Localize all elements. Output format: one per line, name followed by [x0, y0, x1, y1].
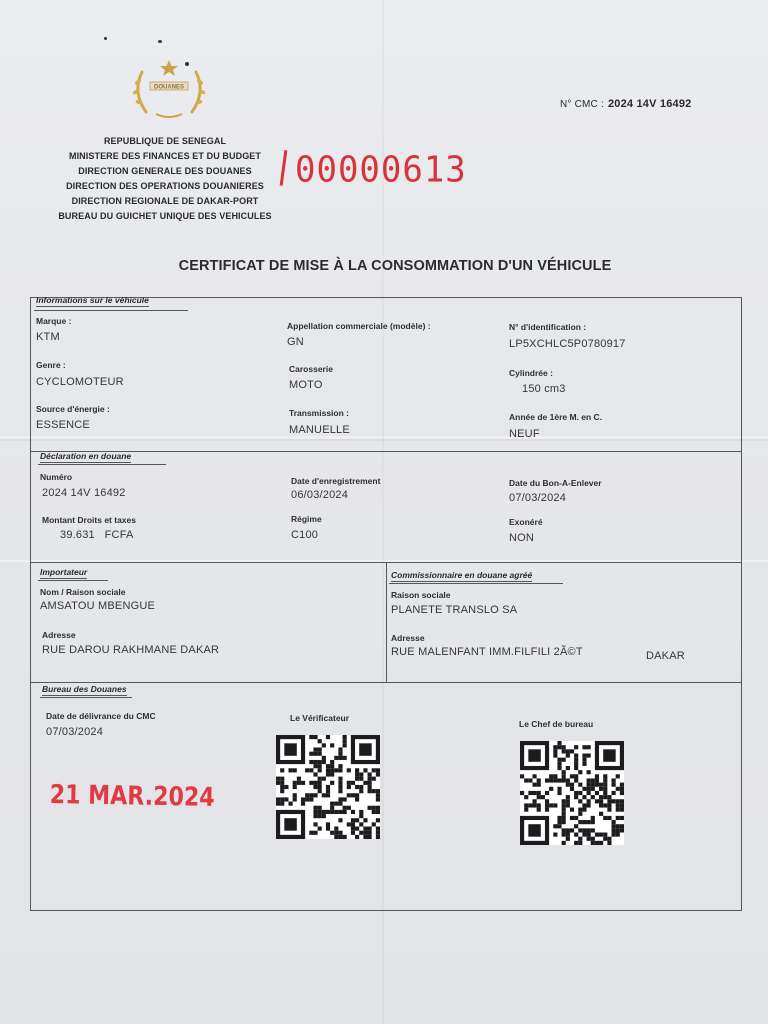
- importateur-nom-value: AMSATOU MBENGUE: [40, 600, 156, 612]
- montant-unit: FCFA: [104, 529, 134, 541]
- column-divider: [386, 562, 387, 682]
- cmc-number: [560, 98, 691, 110]
- marque-value: KTM: [36, 331, 60, 343]
- exonere-label: Exonéré: [509, 517, 543, 527]
- appellation-value: GN: [287, 336, 304, 348]
- section-title-declaration: Déclaration en douane: [40, 451, 132, 461]
- section-underline: [40, 697, 132, 698]
- header-line: REPUBLIQUE DE SENEGAL: [103, 136, 227, 146]
- date-enregistrement-label: Date d'enregistrement: [291, 476, 381, 486]
- qr-code-chef-bureau: [520, 741, 624, 845]
- chef-bureau-label: Le Chef de bureau: [519, 719, 594, 729]
- transmission-label: Transmission :: [289, 408, 349, 418]
- appellation-label: Appellation commerciale (modèle) :: [287, 321, 431, 331]
- carrosserie-value: MOTO: [289, 379, 323, 391]
- cmc-value: 2024 14V 16492: [607, 98, 692, 110]
- genre-label: Genre :: [36, 360, 66, 370]
- paper-mark: [185, 62, 189, 66]
- genre-value: CYCLOMOTEUR: [36, 376, 124, 388]
- importateur-nom-label: Nom / Raison sociale: [40, 587, 126, 597]
- serial-number: 00000613: [295, 149, 467, 191]
- identification-value: LP5XCHLC5P0780917: [509, 338, 626, 350]
- montant-amount: 39.631: [60, 529, 95, 541]
- section-title-commissionnaire: Commissionnaire en douane agréé: [391, 570, 533, 580]
- document-title: CERTIFICAT DE MISE À LA CONSOMMATION D'UN VÉHICULE: [178, 258, 612, 274]
- cylindree-value: 150 cm3: [522, 383, 566, 395]
- administration-header: [40, 134, 290, 224]
- commissionnaire-adresse-label: Adresse: [391, 633, 425, 643]
- section-divider: [30, 451, 741, 452]
- annee-label: Année de 1ère M. en C.: [509, 412, 603, 422]
- section-title-vehicle: Informations sur le véhicule: [36, 295, 149, 305]
- header-line: DIRECTION DES OPERATIONS DOUANIERES: [66, 181, 264, 191]
- regime-label: Régime: [291, 514, 322, 524]
- stamp-day: 21: [49, 780, 81, 811]
- section-underline: [34, 310, 188, 311]
- date-delivrance-value: 07/03/2024: [46, 726, 104, 738]
- identification-label: N° d'identification :: [509, 322, 587, 332]
- paper-mark: [104, 37, 107, 40]
- section-underline: [389, 583, 563, 584]
- header-line: BUREAU DU GUICHET UNIQUE DES VEHICULES: [58, 211, 272, 221]
- energie-value: ESSENCE: [36, 419, 90, 431]
- numero-label: Numéro: [40, 472, 73, 482]
- numero-value: 2024 14V 16492: [42, 487, 126, 499]
- date-enregistrement-value: 06/03/2024: [291, 489, 349, 501]
- commissionnaire-adresse-value: RUE MALENFANT IMM.FILFILI 2Ã©T: [391, 646, 583, 658]
- header-line: MINISTERE DES FINANCES ET DU BUDGET: [68, 151, 261, 161]
- paper-mark: [158, 40, 162, 43]
- stamp-month-year: MAR.2024: [87, 780, 215, 813]
- montant-label: Montant Droits et taxes: [42, 515, 136, 525]
- serial-number-stamp: [282, 149, 467, 191]
- exonere-value: NON: [509, 532, 535, 544]
- cylindree-label: Cylindrée :: [509, 368, 553, 378]
- commissionnaire-raison-value: PLANETE TRANSLO SA: [391, 604, 518, 616]
- emblem-text: DOUANES: [153, 84, 185, 91]
- section-underline: [38, 580, 108, 581]
- energie-label: Source d'énergie :: [36, 404, 110, 414]
- importateur-adresse-value: RUE DAROU RAKHMANE DAKAR: [42, 644, 220, 656]
- qr-code-verificateur: [276, 735, 380, 839]
- date-delivrance-label: Date de délivrance du CMC: [46, 711, 156, 721]
- date-bae-label: Date du Bon-A-Enlever: [509, 478, 602, 488]
- section-title-bureau: Bureau des Douanes: [42, 684, 127, 694]
- regime-value: C100: [291, 529, 319, 541]
- header-line: DIRECTION GENERALE DES DOUANES: [78, 166, 252, 176]
- customs-emblem-logo: [128, 58, 210, 124]
- commissionnaire-raison-label: Raison sociale: [391, 590, 451, 600]
- date-stamp: [49, 780, 214, 813]
- carrosserie-label: Carosserie: [289, 364, 333, 374]
- section-title-importateur: Importateur: [40, 567, 88, 577]
- montant-value: [60, 529, 134, 541]
- section-underline: [38, 464, 166, 465]
- commissionnaire-ville-value: DAKAR: [646, 650, 685, 662]
- date-bae-value: 07/03/2024: [509, 492, 567, 504]
- verificateur-label: Le Vérificateur: [290, 713, 350, 723]
- header-line: DIRECTION REGIONALE DE DAKAR-PORT: [71, 196, 259, 206]
- marque-label: Marque :: [36, 316, 72, 326]
- transmission-value: MANUELLE: [289, 424, 350, 436]
- annee-value: NEUF: [509, 428, 540, 440]
- section-divider: [30, 682, 741, 683]
- importateur-adresse-label: Adresse: [42, 630, 76, 640]
- cmc-label: N° CMC :: [560, 99, 604, 110]
